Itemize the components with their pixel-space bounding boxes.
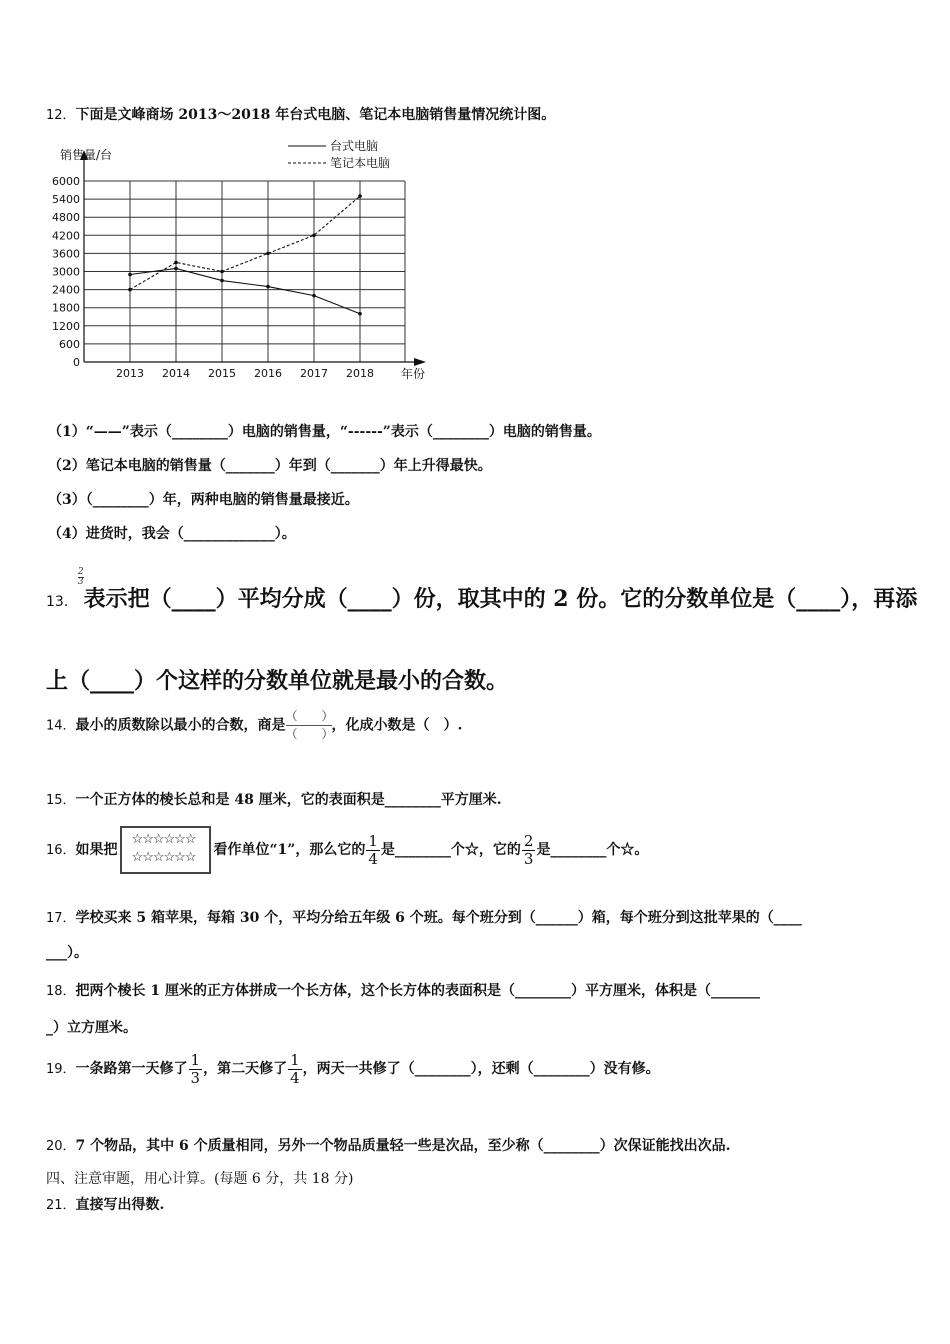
q21-text: 直接写出得数. — [75, 1197, 165, 1213]
q14-post: ，化成小数是（ ）. — [331, 717, 463, 734]
q19-f2-num: 1 — [290, 1051, 300, 1069]
q14-frac-den: （ ） — [285, 726, 334, 741]
q19-f1-den: 3 — [190, 1068, 201, 1087]
series-line-2 — [130, 196, 360, 290]
data-point — [312, 234, 316, 238]
q12-sub3: （3）（________）年，两种电脑的销售量最接近。 — [48, 492, 359, 508]
q19-number: 19． — [46, 1062, 76, 1077]
q16-mid1: 看作单位“1”，那么它的 — [213, 842, 366, 859]
q17-text-1: 学校买来 5 箱苹果，每箱 30 个，平均分给五年级 6 个班。每个班分到（______）箱，每个班分到这批苹果的（____ — [75, 910, 802, 926]
y-tick-label: 5400 — [52, 193, 80, 207]
data-point — [312, 294, 316, 298]
chart-y-tick-labels — [52, 175, 80, 369]
data-point — [174, 261, 178, 265]
q16-post: 是________个☆。 — [536, 842, 649, 859]
q13-line2: 上（____）个这样的分数单位就是最小的合数。 — [46, 668, 509, 694]
q14-pre: 最小的质数除以最小的合数，商是 — [75, 717, 286, 734]
data-point — [220, 270, 224, 274]
q19-mid: ，第二天修了 — [203, 1061, 288, 1077]
q18-line2: _）立方厘米。 — [46, 1020, 137, 1036]
q13-number: 13． — [46, 594, 78, 610]
sales-line-chart — [40, 138, 440, 388]
q16-fraction-1 — [366, 833, 380, 867]
q16-f2-num: 2 — [523, 832, 534, 851]
q16-fraction-2 — [522, 833, 536, 867]
y-tick-label: 6000 — [52, 175, 80, 188]
y-tick-label: 4200 — [52, 229, 80, 243]
q16-pre: 如果把 — [75, 842, 118, 859]
q19-pre: 一条路第一天修了 — [75, 1061, 188, 1077]
q16-f1-den: 4 — [368, 849, 378, 868]
y-tick-label: 1800 — [52, 301, 80, 315]
q15-line — [46, 789, 502, 809]
y-tick-label: 1200 — [52, 319, 80, 333]
q14-fraction — [286, 708, 332, 743]
q13-text-1: 表示把（____）平均分成（____）份，取其中的 2 份。它的分数单位是（____），再添 — [83, 586, 918, 612]
q12-sub4: （4）进货时，我会（_____________）。 — [48, 526, 296, 542]
q20-text: 7 个物品，其中 6 个质量相同，另外一个物品质量轻一些是次品，至少称（________）次保证能找出次品. — [75, 1138, 731, 1154]
x-axis-arrow — [414, 358, 426, 366]
q19-fraction-1 — [189, 1052, 203, 1086]
q12-sub1: （1）“——”表示（________）电脑的销售量，“------”表示（________）电脑的销售量。 — [48, 424, 601, 440]
chart-legend — [288, 138, 390, 170]
series-line-1 — [130, 268, 360, 313]
y-tick-label: 3000 — [52, 265, 80, 279]
q19-f2-den: 4 — [290, 1068, 300, 1087]
q16-line — [46, 826, 648, 874]
q16-mid2: 是________个☆，它的 — [380, 842, 521, 859]
q17-number: 17． — [46, 911, 76, 926]
x-tick-label: 2016 — [254, 367, 282, 380]
data-point — [220, 279, 224, 283]
chart-axes — [80, 150, 426, 366]
y-tick-label: 3600 — [52, 247, 80, 261]
q17-line1 — [46, 907, 802, 927]
data-point — [174, 267, 178, 271]
data-point — [266, 285, 270, 289]
q20-line — [46, 1135, 731, 1155]
q18-line1 — [46, 980, 760, 1000]
q13-frac-num: 2 — [77, 567, 84, 577]
x-tick-label: 2018 — [346, 367, 374, 380]
q12-sub2: （2）笔记本电脑的销售量（_______）年到（_______）年上升得最快。 — [48, 458, 492, 474]
q14-frac-num: （ ） — [286, 708, 332, 726]
y-tick-label: 600 — [59, 337, 80, 351]
q15-number: 15． — [46, 793, 76, 808]
q17-line2: ___）。 — [46, 945, 88, 961]
q13-line1 — [46, 567, 918, 613]
q16-stars-row1: ☆☆☆☆☆☆ — [131, 832, 196, 847]
chart-x-tick-labels — [116, 367, 374, 380]
data-point — [128, 288, 132, 292]
q13-fraction — [78, 568, 84, 587]
q14-line — [46, 708, 462, 743]
q14-number: 14． — [46, 718, 76, 734]
chart-x-axis-label: 年份 — [401, 367, 426, 381]
q13-frac-den: 3 — [77, 577, 84, 587]
q19-fraction-2 — [288, 1052, 302, 1086]
chart-grid — [84, 181, 405, 362]
x-tick-label: 2013 — [116, 367, 144, 380]
q12-text: 下面是文峰商场 2013～2018 年台式电脑、笔记本电脑销售量情况统计图。 — [75, 107, 556, 123]
section4-title: 四、注意审题，用心计算。(每题 6 分，共 18 分) — [46, 1171, 354, 1187]
q21-number: 21． — [46, 1198, 76, 1213]
data-point — [358, 194, 362, 198]
q19-f1-num: 1 — [190, 1051, 201, 1069]
q19-post: ，两天一共修了（________），还剩（________）没有修。 — [302, 1061, 660, 1077]
q20-number: 20． — [46, 1139, 76, 1154]
legend-label-1: 台式电脑 — [330, 139, 379, 153]
q16-star-box — [120, 826, 212, 874]
x-tick-label: 2015 — [208, 367, 236, 380]
q16-f2-den: 3 — [523, 849, 534, 868]
q15-text: 一个正方体的棱长总和是 48 厘米，它的表面积是________平方厘米. — [75, 792, 502, 808]
x-tick-label: 2017 — [300, 367, 328, 380]
q16-number: 16． — [46, 843, 76, 859]
y-tick-label: 0 — [73, 356, 80, 369]
data-point — [358, 312, 362, 316]
q21-line — [46, 1194, 164, 1214]
q16-f1-num: 1 — [368, 832, 378, 851]
q16-stars-row2: ☆☆☆☆☆☆ — [131, 850, 196, 866]
q12-title — [46, 104, 555, 124]
q18-text-1: 把两个棱长 1 厘米的正方体拼成一个长方体，这个长方体的表面积是（________）平方厘米，体积是（_______ — [75, 983, 761, 999]
q19-line — [46, 1052, 660, 1086]
q18-number: 18． — [46, 984, 76, 999]
data-point — [128, 273, 132, 277]
y-tick-label: 4800 — [52, 211, 80, 225]
chart-y-axis-label: 销售量/台 — [60, 148, 113, 162]
chart-series — [128, 194, 362, 315]
legend-label-2: 笔记本电脑 — [330, 156, 391, 170]
data-point — [266, 252, 270, 256]
x-tick-label: 2014 — [162, 367, 190, 380]
y-tick-label: 2400 — [52, 283, 80, 297]
q12-number: 12． — [46, 108, 76, 123]
